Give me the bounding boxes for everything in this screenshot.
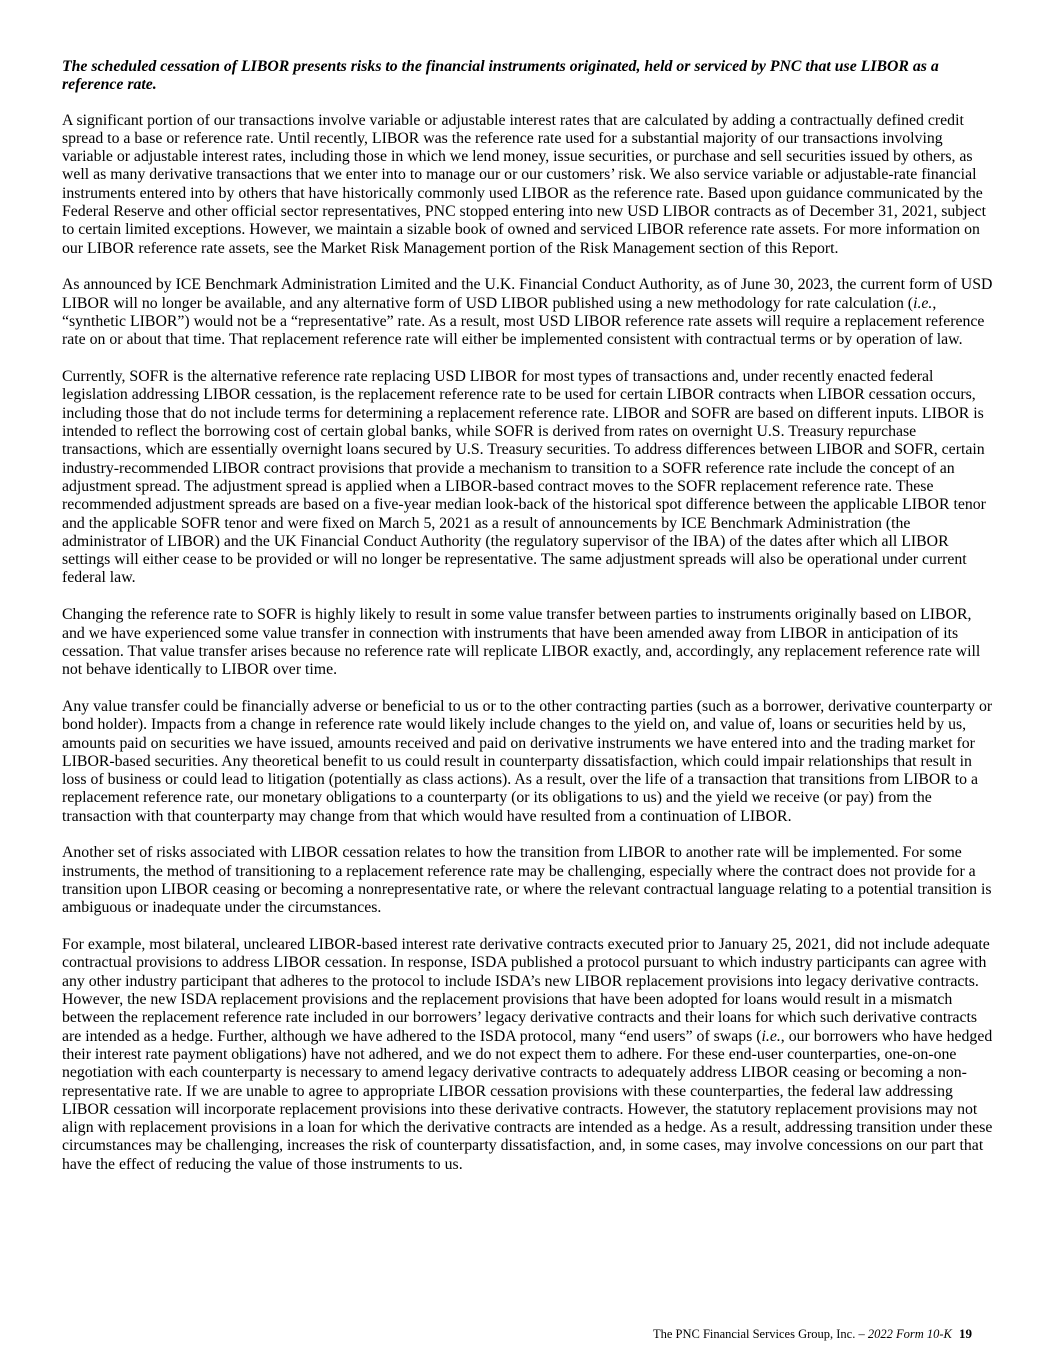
paragraph-2-text-b: , “synthetic LIBOR”) would not be a “representative” rate. As a result, most USD LIBOR reference rate assets will require a replacement reference rate on or about that time. That replacement reference rate will either be implemented consistent with contractual terms or by operation of law.	[62, 294, 985, 349]
paragraph-7-text-a: For example, most bilateral, uncleared LIBOR-based interest rate derivative contracts executed prior to January 25, 2021, did not include adequate contractual provisions to address LIBOR cessation. In response, ISDA published a protocol pursuant to which industry participants can agree with any other industry participant that adheres to the protocol to include ISDA’s new LIBOR replacement provisions into legacy derivative contracts. However, the new ISDA replacement provisions and the replacement provisions that have been adopted for loans would result in a mismatch between the replacement reference rate included in our borrowers’ legacy derivative contracts and their loans for which such derivative contracts are intended as a hedge. Further, although we have adhered to the ISDA protocol, many “end users” of swaps (	[62, 936, 990, 1045]
paragraph-5: Any value transfer could be financially adverse or beneficial to us or to the other contracting parties (such as a borrower, derivative counterparty or bond holder). Impacts from a change in reference rate would likely include changes to the yield on, and value of, loans or securities held by us, amounts paid on securities we have issued, amounts received and paid on derivative instruments we have entered into and the trading market for LIBOR-based securities. Any theoretical benefit to us could result in counterparty dissatisfaction, which could impair relationships that result in loss of business or could lead to litigation (potentially as class actions). As a result, over the life of a transaction that transitions from LIBOR to a replacement reference rate, our monetary obligations to a counterparty (or its obligations to us) and the yield we receive (or pay) from the transaction with that counterparty may change from that which would have resulted from a continuation of LIBOR.	[62, 697, 993, 825]
page-footer	[653, 1326, 972, 1342]
paragraph-6: Another set of risks associated with LIBOR cessation relates to how the transition from LIBOR to another rate will be implemented. For some instruments, the method of transitioning to a replacement reference rate may be challenging, especially where the contract does not provide for a transition upon LIBOR ceasing or becoming a nonrepresentative rate, or where the relevant contractual language relating to a potential transition is ambiguous or inadequate under the circumstances.	[62, 844, 992, 917]
paragraph-7	[62, 936, 996, 1174]
paragraph-2-text-a: As announced by ICE Benchmark Administration Limited and the U.K. Financial Conduct Authority, as of June 30, 2023, the current form of USD LIBOR will no longer be available, and any alternative form of USD LIBOR published using a new methodology for rate calculation (	[62, 276, 993, 312]
paragraph-1: A significant portion of our transactions involve variable or adjustable interest rates that are calculated by adding a contractually defined credit spread to a base or reference rate. Until recently, LIBOR was the reference rate used for a substantial majority of our transactions involving variable or adjustable interest rates, including those in which we lend money, issue securities, or purchase and sell securities issued by others, as well as many derivative transactions that we enter into to manage our or our customers’ risk. We also service variable or adjustable-rate financial instruments entered into by others that have historically commonly used LIBOR as the reference rate. Based upon guidance communicated by the Federal Reserve and other official sector representatives, PNC stopped entering into new USD LIBOR contracts as of December 31, 2021, subject to certain limited exceptions. However, we maintain a sizable book of owned and serviced LIBOR reference rate assets. For more information on our LIBOR reference rate assets, see the Market Risk Management portion of the Risk Management section of this Report.	[62, 111, 987, 257]
section-heading: The scheduled cessation of LIBOR presents risks to the financial instruments originated, held or serviced by PNC that use LIBOR as a reference rate.	[62, 58, 939, 94]
footer-form: 2022 Form 10-K	[867, 1327, 952, 1341]
document-body	[62, 58, 996, 1193]
paragraph-3: Currently, SOFR is the alternative reference rate replacing USD LIBOR for most types of transactions and, under recently enacted federal legislation addressing LIBOR cessation, is the replacement reference rate to be used for certain LIBOR contracts when LIBOR cessation occurs, including those that do not include terms for determining a replacement reference rate. LIBOR and SOFR are based on different inputs. LIBOR is intended to reflect the borrowing cost of certain global banks, while SOFR is derived from rates on overnight U.S. Treasury repurchase transactions, which are essentially overnight loans secured by U.S. Treasury securities. To address differences between LIBOR and SOFR, certain industry-recommended LIBOR contract provisions that provide a mechanism to transition to a SOFR reference rate include the concept of an adjustment spread. The adjustment spread is applied when a LIBOR-based contract moves to the SOFR replacement reference rate. These recommended adjustment spreads are based on a five-year median look-back of the historical spot difference between the applicable LIBOR tenor and the applicable SOFR tenor and were fixed on March 5, 2021 as a result of announcements by ICE Benchmark Administration (the administrator of LIBOR) and the UK Financial Conduct Authority (the regulatory supervisor of the IBA) of the dates after which all LIBOR settings will either cease to be provided or will no longer be representative. The same adjustment spreads will also be operational under current federal law.	[62, 368, 986, 587]
page-number: 19	[959, 1326, 972, 1341]
paragraph-2-ie: i.e.	[913, 294, 933, 312]
paragraph-4: Changing the reference rate to SOFR is highly likely to result in some value transfer between parties to instruments originally based on LIBOR, and we have experienced some value transfer in connection with instruments that have been amended away from LIBOR in anticipation of its cessation. That value transfer arises because no reference rate will replicate LIBOR exactly, and, accordingly, any replacement reference rate will not behave identically to LIBOR over time.	[62, 606, 981, 679]
paragraph-2	[62, 276, 996, 349]
paragraph-7-text-b: , our borrowers who have hedged their interest rate payment obligations) have not adhered, and we do not expect them to adhere. For these end-user counterparties, one-on-one negotiation with each counterparty is necessary to amend legacy derivative contracts to adequately address LIBOR ceasing or becoming a non-representative rate. If we are unable to agree to appropriate LIBOR cessation provisions with these counterparties, the federal law addressing LIBOR cessation will incorporate replacement provisions into these derivative contracts. However, the statutory replacement provisions may not align with replacement provisions in a loan for which the derivative contracts are intended as a hedge. As a result, addressing transition under these circumstances may be challenging, increases the risk of counterparty dissatisfaction, and, in some cases, may involve concessions on our part that have the effect of reducing the value of those instruments to us.	[62, 1027, 993, 1173]
footer-company: The PNC Financial Services Group, Inc. –	[652, 1327, 865, 1341]
paragraph-7-ie: i.e.	[761, 1027, 781, 1045]
